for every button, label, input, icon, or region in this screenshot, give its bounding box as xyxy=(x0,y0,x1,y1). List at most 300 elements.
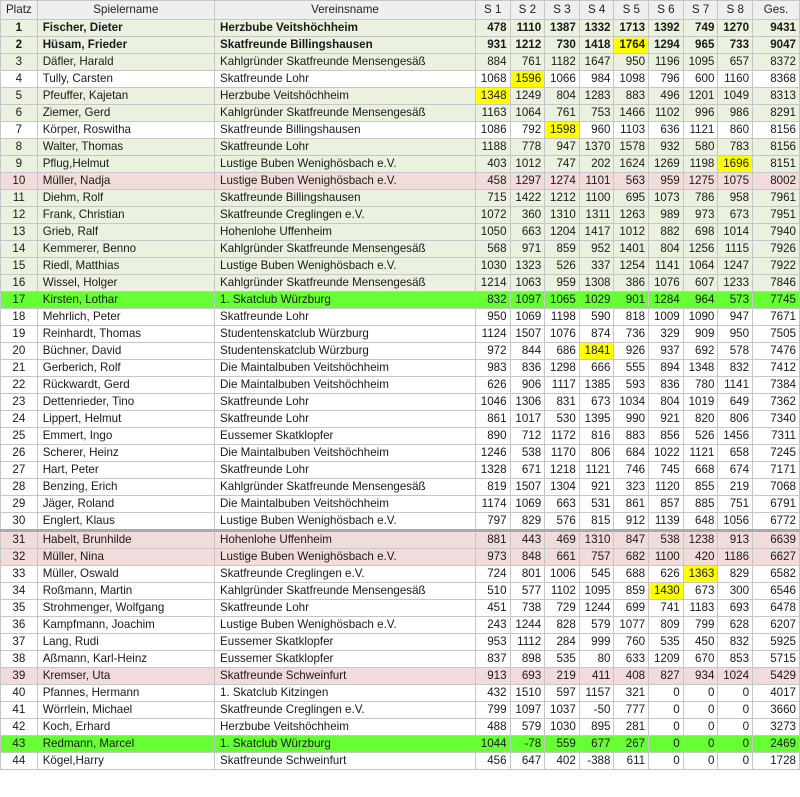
total-cell: 7340 xyxy=(753,411,800,428)
score-cell-s8: 1186 xyxy=(718,549,753,566)
score-cell-s8: 1049 xyxy=(718,88,753,105)
score-cell-s6: 989 xyxy=(649,207,684,224)
player-name-cell: Ziemer, Gerd xyxy=(37,105,214,122)
total-cell: 1728 xyxy=(753,753,800,770)
score-cell-s2: 1097 xyxy=(510,292,545,309)
rank-cell: 18 xyxy=(1,309,38,326)
header-s3: S 3 xyxy=(545,1,580,20)
score-cell-s8: 947 xyxy=(718,309,753,326)
score-cell-s3: 1387 xyxy=(545,20,580,37)
score-cell-s8: 0 xyxy=(718,753,753,770)
player-name-cell: Kirsten, Lothar xyxy=(37,292,214,309)
score-cell-s6: 741 xyxy=(649,600,684,617)
header-s2: S 2 xyxy=(510,1,545,20)
score-cell-s7: 0 xyxy=(683,719,718,736)
score-cell-s4: 1101 xyxy=(579,173,614,190)
score-cell-s7: 668 xyxy=(683,462,718,479)
rank-cell: 30 xyxy=(1,513,38,531)
score-cell-s2: 898 xyxy=(510,651,545,668)
player-name-cell: Dettenrieder, Tino xyxy=(37,394,214,411)
score-cell-s6: 804 xyxy=(649,241,684,258)
rank-cell: 25 xyxy=(1,428,38,445)
score-cell-s5: 267 xyxy=(614,736,649,753)
score-cell-s1: 1046 xyxy=(475,394,510,411)
score-cell-s2: 738 xyxy=(510,600,545,617)
score-cell-s7: 799 xyxy=(683,617,718,634)
score-cell-s2: 671 xyxy=(510,462,545,479)
score-cell-s8: 986 xyxy=(718,105,753,122)
club-name-cell: Skatfreunde Schweinfurt xyxy=(215,753,476,770)
score-cell-s7: 673 xyxy=(683,583,718,600)
score-cell-s3: 663 xyxy=(545,496,580,513)
score-cell-s6: 0 xyxy=(649,702,684,719)
table-row xyxy=(1,20,800,37)
score-cell-s6: 856 xyxy=(649,428,684,445)
score-cell-s5: 682 xyxy=(614,549,649,566)
score-cell-s6: 894 xyxy=(649,360,684,377)
score-cell-s6: 1196 xyxy=(649,54,684,71)
player-name-cell: Pfannes, Hermann xyxy=(37,685,214,702)
score-cell-s1: 973 xyxy=(475,549,510,566)
score-cell-s4: 952 xyxy=(579,241,614,258)
player-name-cell: Aßmann, Karl-Heinz xyxy=(37,651,214,668)
score-cell-s3: 1298 xyxy=(545,360,580,377)
table-row xyxy=(1,428,800,445)
header-s4: S 4 xyxy=(579,1,614,20)
score-cell-s2: 1244 xyxy=(510,617,545,634)
total-cell: 6546 xyxy=(753,583,800,600)
table-row xyxy=(1,531,800,549)
player-name-cell: Grieb, Ralf xyxy=(37,224,214,241)
player-name-cell: Pflug,Helmut xyxy=(37,156,214,173)
player-name-cell: Kögel,Harry xyxy=(37,753,214,770)
score-cell-s1: 913 xyxy=(475,668,510,685)
score-cell-s7: 909 xyxy=(683,326,718,343)
score-cell-s2: 663 xyxy=(510,224,545,241)
score-cell-s1: 832 xyxy=(475,292,510,309)
score-cell-s6: 827 xyxy=(649,668,684,685)
score-cell-s3: 1066 xyxy=(545,71,580,88)
score-cell-s4: 1385 xyxy=(579,377,614,394)
score-cell-s8: 733 xyxy=(718,37,753,54)
score-cell-s7: 786 xyxy=(683,190,718,207)
club-name-cell: Skatfreunde Billingshausen xyxy=(215,122,476,139)
rank-cell: 34 xyxy=(1,583,38,600)
rank-cell: 32 xyxy=(1,549,38,566)
table-row xyxy=(1,360,800,377)
table-row xyxy=(1,496,800,513)
score-cell-s6: 0 xyxy=(649,753,684,770)
club-name-cell: Die Maintalbuben Veitshöchheim xyxy=(215,377,476,394)
score-cell-s1: 1030 xyxy=(475,258,510,275)
score-cell-s4: 1244 xyxy=(579,600,614,617)
score-cell-s5: 818 xyxy=(614,309,649,326)
score-cell-s6: 538 xyxy=(649,531,684,549)
score-cell-s3: 1006 xyxy=(545,566,580,583)
club-name-cell: Lustige Buben Wenighösbach e.V. xyxy=(215,156,476,173)
score-cell-s6: 1073 xyxy=(649,190,684,207)
score-cell-s8: 573 xyxy=(718,292,753,309)
score-cell-s2: 1063 xyxy=(510,275,545,292)
total-cell: 7384 xyxy=(753,377,800,394)
score-cell-s5: 593 xyxy=(614,377,649,394)
club-name-cell: Eussemer Skatklopfer xyxy=(215,428,476,445)
score-cell-s4: 753 xyxy=(579,105,614,122)
score-cell-s4: 1370 xyxy=(579,139,614,156)
score-cell-s2: 836 xyxy=(510,360,545,377)
player-name-cell: Redmann, Marcel xyxy=(37,736,214,753)
score-cell-s7: 0 xyxy=(683,736,718,753)
score-cell-s5: 555 xyxy=(614,360,649,377)
total-cell: 8368 xyxy=(753,71,800,88)
score-cell-s3: 1598 xyxy=(545,122,580,139)
header-platz: Platz xyxy=(1,1,38,20)
score-cell-s8: 832 xyxy=(718,360,753,377)
score-cell-s4: 590 xyxy=(579,309,614,326)
score-cell-s3: 402 xyxy=(545,753,580,770)
score-cell-s8: 674 xyxy=(718,462,753,479)
score-cell-s2: 971 xyxy=(510,241,545,258)
score-cell-s1: 837 xyxy=(475,651,510,668)
score-cell-s4: 806 xyxy=(579,445,614,462)
club-name-cell: Lustige Buben Wenighösbach e.V. xyxy=(215,617,476,634)
score-cell-s5: 1254 xyxy=(614,258,649,275)
score-cell-s7: 780 xyxy=(683,377,718,394)
score-cell-s3: 1030 xyxy=(545,719,580,736)
table-row xyxy=(1,513,800,531)
score-cell-s4: 411 xyxy=(579,668,614,685)
table-row xyxy=(1,275,800,292)
score-cell-s3: 804 xyxy=(545,88,580,105)
score-cell-s7: 0 xyxy=(683,753,718,770)
score-cell-s3: 1274 xyxy=(545,173,580,190)
header-s1: S 1 xyxy=(475,1,510,20)
total-cell: 2469 xyxy=(753,736,800,753)
score-cell-s8: 628 xyxy=(718,617,753,634)
score-cell-s4: 579 xyxy=(579,617,614,634)
score-cell-s3: 1037 xyxy=(545,702,580,719)
rank-cell: 20 xyxy=(1,343,38,360)
score-cell-s1: 1188 xyxy=(475,139,510,156)
player-name-cell: Englert, Klaus xyxy=(37,513,214,531)
total-cell: 7505 xyxy=(753,326,800,343)
score-cell-s4: 960 xyxy=(579,122,614,139)
score-cell-s7: 1121 xyxy=(683,445,718,462)
score-cell-s2: 1596 xyxy=(510,71,545,88)
score-cell-s8: 958 xyxy=(718,190,753,207)
player-name-cell: Däfler, Harald xyxy=(37,54,214,71)
score-cell-s5: 1713 xyxy=(614,20,649,37)
player-name-cell: Habelt, Brunhilde xyxy=(37,531,214,549)
score-cell-s5: 883 xyxy=(614,428,649,445)
score-cell-s3: 1102 xyxy=(545,583,580,600)
rank-cell: 10 xyxy=(1,173,38,190)
header-total: Ges. xyxy=(753,1,800,20)
score-cell-s3: 284 xyxy=(545,634,580,651)
club-name-cell: Herzbube Veitshöchheim xyxy=(215,20,476,37)
score-cell-s2: 792 xyxy=(510,122,545,139)
score-cell-s1: 881 xyxy=(475,531,510,549)
score-cell-s5: 1764 xyxy=(614,37,649,54)
score-cell-s8: 0 xyxy=(718,719,753,736)
table-row xyxy=(1,583,800,600)
club-name-cell: Kahlgründer Skatfreunde Mensengesäß xyxy=(215,479,476,496)
rank-cell: 4 xyxy=(1,71,38,88)
score-cell-s5: 1098 xyxy=(614,71,649,88)
total-cell: 5429 xyxy=(753,668,800,685)
score-cell-s4: 677 xyxy=(579,736,614,753)
score-cell-s5: 1077 xyxy=(614,617,649,634)
score-cell-s2: 1306 xyxy=(510,394,545,411)
score-cell-s8: 1233 xyxy=(718,275,753,292)
score-cell-s3: 828 xyxy=(545,617,580,634)
score-cell-s2: 801 xyxy=(510,566,545,583)
score-cell-s3: 661 xyxy=(545,549,580,566)
rank-cell: 38 xyxy=(1,651,38,668)
score-cell-s2: 1069 xyxy=(510,496,545,513)
score-cell-s8: 0 xyxy=(718,702,753,719)
score-cell-s2: 1422 xyxy=(510,190,545,207)
score-cell-s1: 243 xyxy=(475,617,510,634)
score-cell-s4: -388 xyxy=(579,753,614,770)
score-cell-s7: 1019 xyxy=(683,394,718,411)
score-cell-s8: 829 xyxy=(718,566,753,583)
player-name-cell: Kampfmann, Joachim xyxy=(37,617,214,634)
club-name-cell: Kahlgründer Skatfreunde Mensengesäß xyxy=(215,583,476,600)
table-row xyxy=(1,241,800,258)
club-name-cell: Studentenskatclub Würzburg xyxy=(215,326,476,343)
club-name-cell: Lustige Buben Wenighösbach e.V. xyxy=(215,513,476,531)
score-cell-s5: 1012 xyxy=(614,224,649,241)
score-cell-s1: 1163 xyxy=(475,105,510,122)
table-row xyxy=(1,54,800,71)
player-name-cell: Wörrlein, Michael xyxy=(37,702,214,719)
total-cell: 6478 xyxy=(753,600,800,617)
table-row xyxy=(1,600,800,617)
score-cell-s2: 906 xyxy=(510,377,545,394)
score-cell-s6: 496 xyxy=(649,88,684,105)
club-name-cell: Herzbube Veitshöchheim xyxy=(215,88,476,105)
rank-cell: 9 xyxy=(1,156,38,173)
score-cell-s3: 1076 xyxy=(545,326,580,343)
table-row xyxy=(1,173,800,190)
table-row xyxy=(1,292,800,309)
score-cell-s3: 730 xyxy=(545,37,580,54)
score-cell-s7: 670 xyxy=(683,651,718,668)
rank-cell: 39 xyxy=(1,668,38,685)
score-cell-s7: 749 xyxy=(683,20,718,37)
table-row xyxy=(1,122,800,139)
score-cell-s8: 751 xyxy=(718,496,753,513)
score-cell-s1: 797 xyxy=(475,513,510,531)
score-cell-s5: 1103 xyxy=(614,122,649,139)
club-name-cell: Skatfreunde Creglingen e.V. xyxy=(215,566,476,583)
score-cell-s4: 895 xyxy=(579,719,614,736)
table-row xyxy=(1,309,800,326)
score-cell-s2: 1297 xyxy=(510,173,545,190)
rank-cell: 43 xyxy=(1,736,38,753)
score-cell-s4: 673 xyxy=(579,394,614,411)
table-row xyxy=(1,462,800,479)
score-cell-s5: 760 xyxy=(614,634,649,651)
score-cell-s8: 1456 xyxy=(718,428,753,445)
score-cell-s3: 526 xyxy=(545,258,580,275)
score-cell-s8: 1247 xyxy=(718,258,753,275)
total-cell: 3660 xyxy=(753,702,800,719)
score-cell-s4: 202 xyxy=(579,156,614,173)
score-cell-s2: 778 xyxy=(510,139,545,156)
score-cell-s2: 848 xyxy=(510,549,545,566)
total-cell: 8372 xyxy=(753,54,800,71)
score-cell-s5: 688 xyxy=(614,566,649,583)
score-cell-s2: -78 xyxy=(510,736,545,753)
score-cell-s3: 559 xyxy=(545,736,580,753)
club-name-cell: Skatfreunde Lohr xyxy=(215,139,476,156)
total-cell: 8151 xyxy=(753,156,800,173)
score-cell-s7: 1090 xyxy=(683,309,718,326)
score-cell-s4: 1332 xyxy=(579,20,614,37)
total-cell: 7926 xyxy=(753,241,800,258)
score-cell-s5: 323 xyxy=(614,479,649,496)
score-cell-s3: 729 xyxy=(545,600,580,617)
score-cell-s5: 912 xyxy=(614,513,649,531)
score-cell-s2: 360 xyxy=(510,207,545,224)
club-name-cell: 1. Skatclub Würzburg xyxy=(215,292,476,309)
score-cell-s6: 804 xyxy=(649,394,684,411)
rank-cell: 3 xyxy=(1,54,38,71)
score-cell-s2: 1510 xyxy=(510,685,545,702)
total-cell: 7951 xyxy=(753,207,800,224)
table-row xyxy=(1,326,800,343)
club-name-cell: Studentenskatclub Würzburg xyxy=(215,343,476,360)
rank-cell: 7 xyxy=(1,122,38,139)
score-cell-s2: 443 xyxy=(510,531,545,549)
score-cell-s1: 626 xyxy=(475,377,510,394)
score-cell-s7: 600 xyxy=(683,71,718,88)
player-name-cell: Frank, Christian xyxy=(37,207,214,224)
table-row xyxy=(1,37,800,54)
score-cell-s1: 456 xyxy=(475,753,510,770)
total-cell: 7922 xyxy=(753,258,800,275)
score-cell-s6: 0 xyxy=(649,736,684,753)
table-row xyxy=(1,685,800,702)
rank-cell: 29 xyxy=(1,496,38,513)
rank-cell: 35 xyxy=(1,600,38,617)
score-cell-s8: 1056 xyxy=(718,513,753,531)
score-cell-s6: 932 xyxy=(649,139,684,156)
rank-cell: 6 xyxy=(1,105,38,122)
score-cell-s7: 1201 xyxy=(683,88,718,105)
score-cell-s3: 1065 xyxy=(545,292,580,309)
club-name-cell: Kahlgründer Skatfreunde Mensengesäß xyxy=(215,275,476,292)
score-cell-s4: 1157 xyxy=(579,685,614,702)
score-cell-s6: 796 xyxy=(649,71,684,88)
club-name-cell: Skatfreunde Schweinfurt xyxy=(215,668,476,685)
score-cell-s4: 1095 xyxy=(579,583,614,600)
score-cell-s7: 0 xyxy=(683,685,718,702)
score-cell-s6: 0 xyxy=(649,719,684,736)
score-cell-s4: 337 xyxy=(579,258,614,275)
score-cell-s4: 1418 xyxy=(579,37,614,54)
score-cell-s1: 715 xyxy=(475,190,510,207)
score-cell-s1: 1246 xyxy=(475,445,510,462)
score-cell-s3: 859 xyxy=(545,241,580,258)
score-cell-s1: 1086 xyxy=(475,122,510,139)
score-cell-s1: 488 xyxy=(475,719,510,736)
score-cell-s4: 815 xyxy=(579,513,614,531)
score-cell-s6: 1284 xyxy=(649,292,684,309)
player-name-cell: Tully, Carsten xyxy=(37,71,214,88)
total-cell: 7745 xyxy=(753,292,800,309)
score-cell-s5: 926 xyxy=(614,343,649,360)
table-row xyxy=(1,651,800,668)
total-cell: 6207 xyxy=(753,617,800,634)
score-cell-s4: 531 xyxy=(579,496,614,513)
score-cell-s6: 745 xyxy=(649,462,684,479)
score-cell-s2: 1112 xyxy=(510,634,545,651)
club-name-cell: Die Maintalbuben Veitshöchheim xyxy=(215,445,476,462)
score-cell-s3: 761 xyxy=(545,105,580,122)
score-cell-s7: 526 xyxy=(683,428,718,445)
score-cell-s7: 698 xyxy=(683,224,718,241)
header-s7: S 7 xyxy=(683,1,718,20)
club-name-cell: Skatfreunde Billingshausen xyxy=(215,37,476,54)
player-name-cell: Hart, Peter xyxy=(37,462,214,479)
score-cell-s3: 1218 xyxy=(545,462,580,479)
total-cell: 7940 xyxy=(753,224,800,241)
table-row xyxy=(1,71,800,88)
score-cell-s5: 386 xyxy=(614,275,649,292)
score-cell-s8: 950 xyxy=(718,326,753,343)
score-cell-s2: 538 xyxy=(510,445,545,462)
score-cell-s2: 1110 xyxy=(510,20,545,37)
score-cell-s6: 1022 xyxy=(649,445,684,462)
score-cell-s7: 934 xyxy=(683,668,718,685)
player-name-cell: Müller, Nina xyxy=(37,549,214,566)
score-cell-s8: 300 xyxy=(718,583,753,600)
rank-cell: 26 xyxy=(1,445,38,462)
score-cell-s8: 1160 xyxy=(718,71,753,88)
score-cell-s6: 1392 xyxy=(649,20,684,37)
score-cell-s5: 611 xyxy=(614,753,649,770)
table-row xyxy=(1,377,800,394)
score-cell-s8: 0 xyxy=(718,736,753,753)
player-name-cell: Kemmerer, Benno xyxy=(37,241,214,258)
player-name-cell: Strohmenger, Wolfgang xyxy=(37,600,214,617)
rank-cell: 41 xyxy=(1,702,38,719)
score-cell-s5: 1401 xyxy=(614,241,649,258)
total-cell: 9431 xyxy=(753,20,800,37)
player-name-cell: Koch, Erhard xyxy=(37,719,214,736)
score-cell-s4: 999 xyxy=(579,634,614,651)
total-cell: 8156 xyxy=(753,139,800,156)
score-cell-s6: 0 xyxy=(649,685,684,702)
total-cell: 5715 xyxy=(753,651,800,668)
score-cell-s1: 931 xyxy=(475,37,510,54)
score-cell-s6: 809 xyxy=(649,617,684,634)
rank-cell: 40 xyxy=(1,685,38,702)
score-cell-s5: 746 xyxy=(614,462,649,479)
score-cell-s7: 965 xyxy=(683,37,718,54)
score-cell-s2: 1069 xyxy=(510,309,545,326)
score-cell-s1: 1050 xyxy=(475,224,510,241)
rank-cell: 23 xyxy=(1,394,38,411)
score-cell-s2: 1012 xyxy=(510,156,545,173)
score-cell-s2: 1323 xyxy=(510,258,545,275)
rank-cell: 11 xyxy=(1,190,38,207)
rank-cell: 27 xyxy=(1,462,38,479)
player-name-cell: Lang, Rudi xyxy=(37,634,214,651)
